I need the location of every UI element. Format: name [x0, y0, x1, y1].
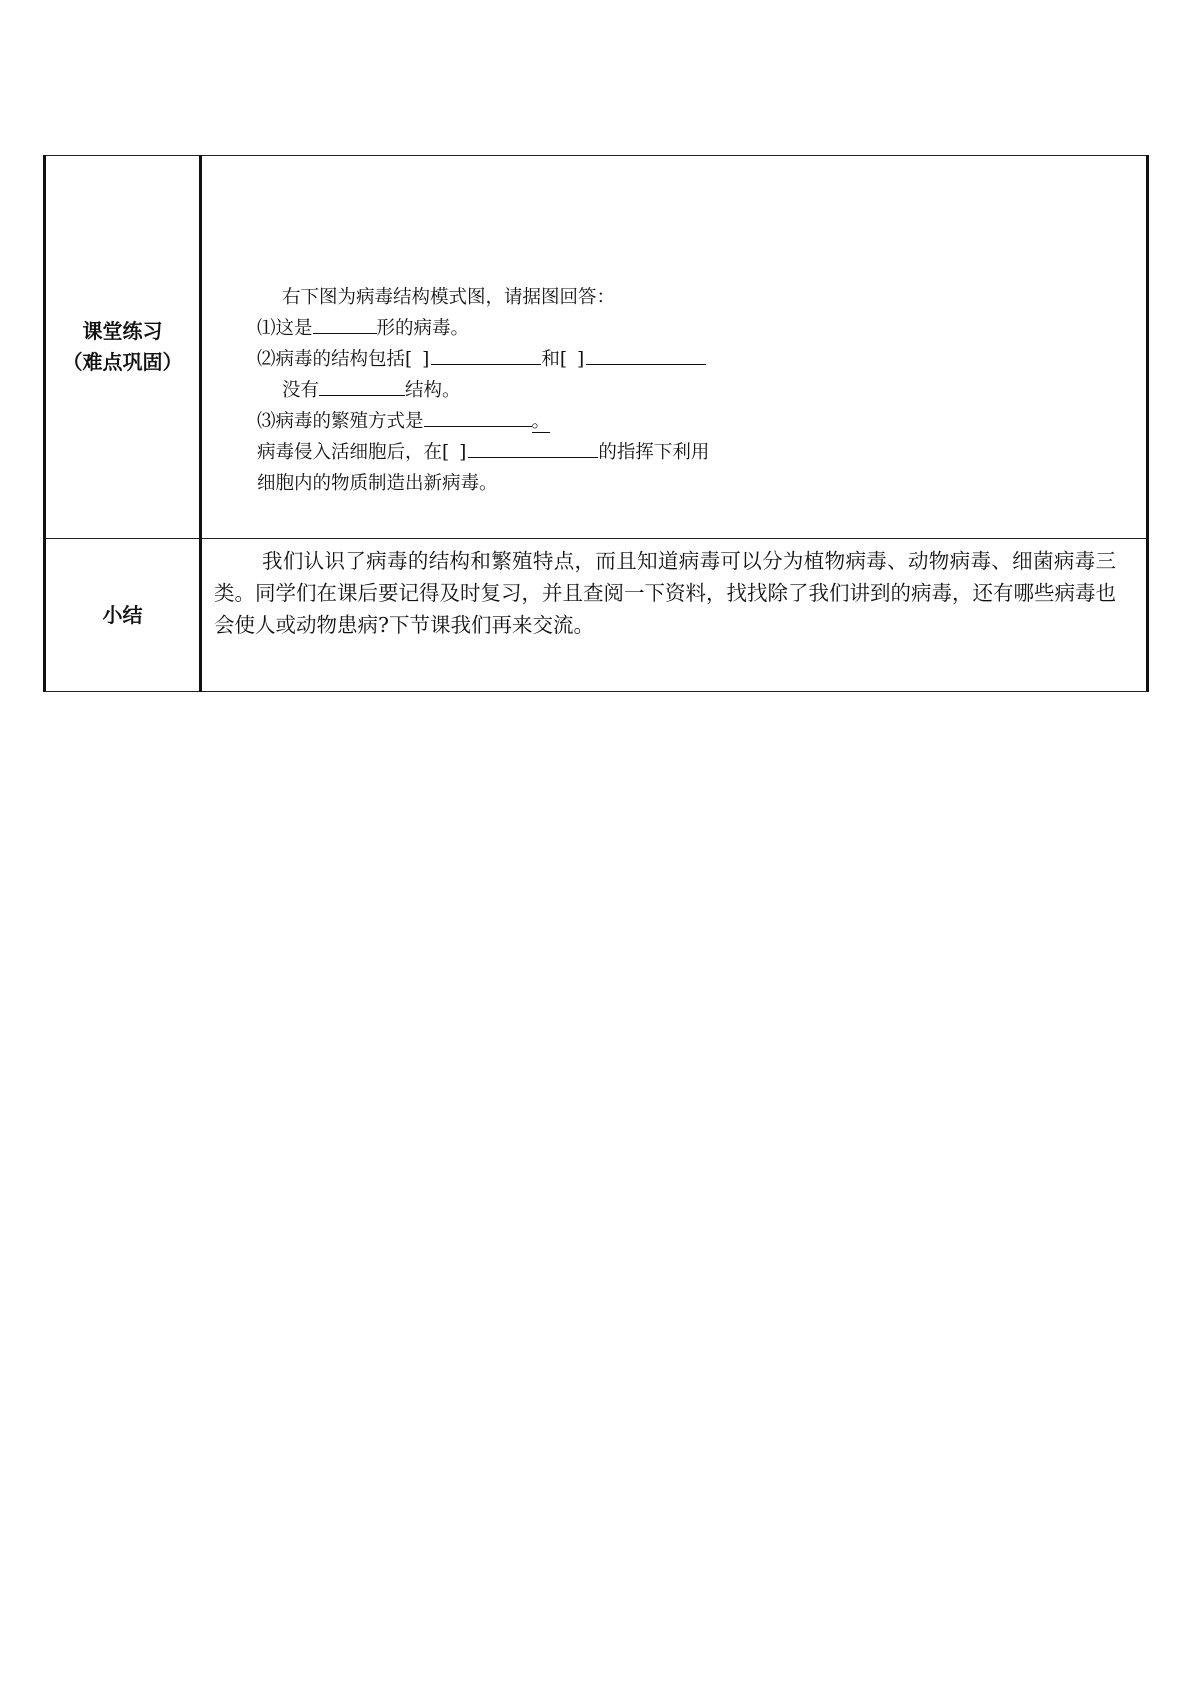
answer-blank-part-2: [586, 344, 706, 365]
question-2-line-2-suffix: 结构。: [405, 380, 461, 401]
answer-blank-missing-structure: [319, 375, 405, 396]
question-1-suffix: 形的病毒。: [376, 318, 470, 339]
summary-text: 我们认识了病毒的结构和繁殖特点，而且知道病毒可以分为植物病毒、动物病毒、细菌病毒三类。同学们在课后要记得及时复习，并且查阅一下资料，找找除了我们讲到的病毒，还有哪些病毒也会使人或动物患病?下节课我们再来交流。: [214, 549, 1116, 637]
summary-content-cell: [201, 539, 1148, 692]
exercise-label-title: 课堂练习: [82, 319, 163, 343]
question-2-bracket-1: [ ]: [405, 349, 432, 370]
summary-row: [45, 539, 1148, 692]
exercise-intro: 右下图为病毒结构模式图，请据图回答：: [282, 287, 616, 308]
answer-blank-commander: [468, 437, 598, 458]
exercise-label-cell: [45, 156, 201, 539]
exercise-row: [45, 156, 1148, 539]
question-2-line-2: [257, 375, 1146, 406]
exercise-questions: [202, 156, 1146, 538]
question-2-number: ⑵: [257, 349, 276, 370]
answer-blank-reproduction: [424, 406, 532, 427]
question-1-prefix: 这是: [275, 318, 313, 339]
exercise-content-cell: [201, 156, 1148, 539]
question-1: [257, 313, 1146, 344]
summary-label-cell: [45, 539, 201, 692]
question-3-line-2-prefix: 病毒侵入活细胞后，在: [257, 442, 443, 463]
question-1-number: ⑴: [257, 318, 276, 339]
question-2-line-2-prefix: 没有: [282, 380, 320, 401]
question-3-suffix: 。: [531, 411, 551, 432]
lesson-plan-table: [43, 155, 1149, 692]
summary-label: 小结: [102, 602, 143, 627]
answer-blank-part-1: [431, 344, 541, 365]
question-2-prefix: 病毒的结构包括: [275, 349, 406, 370]
answer-blank-shape: [313, 313, 377, 334]
exercise-label-subtitle: （难点巩固）: [62, 350, 183, 374]
answer-blank-reproduction-wrap: [424, 406, 532, 426]
question-3-line-3: 细胞内的物质制造出新病毒。: [257, 473, 498, 494]
question-3-prefix: 病毒的繁殖方式是: [275, 411, 424, 432]
question-3-number: ⑶: [257, 411, 276, 432]
question-2-bracket-2: [ ]: [559, 349, 587, 370]
question-3-bracket: [ ]: [442, 442, 469, 463]
question-2-and: 和: [541, 349, 560, 370]
question-3-line-2-suffix: 的指挥下利用: [598, 442, 710, 463]
question-3-line-2: [257, 437, 1146, 468]
question-3: [257, 406, 1146, 437]
question-2: [257, 344, 1146, 375]
